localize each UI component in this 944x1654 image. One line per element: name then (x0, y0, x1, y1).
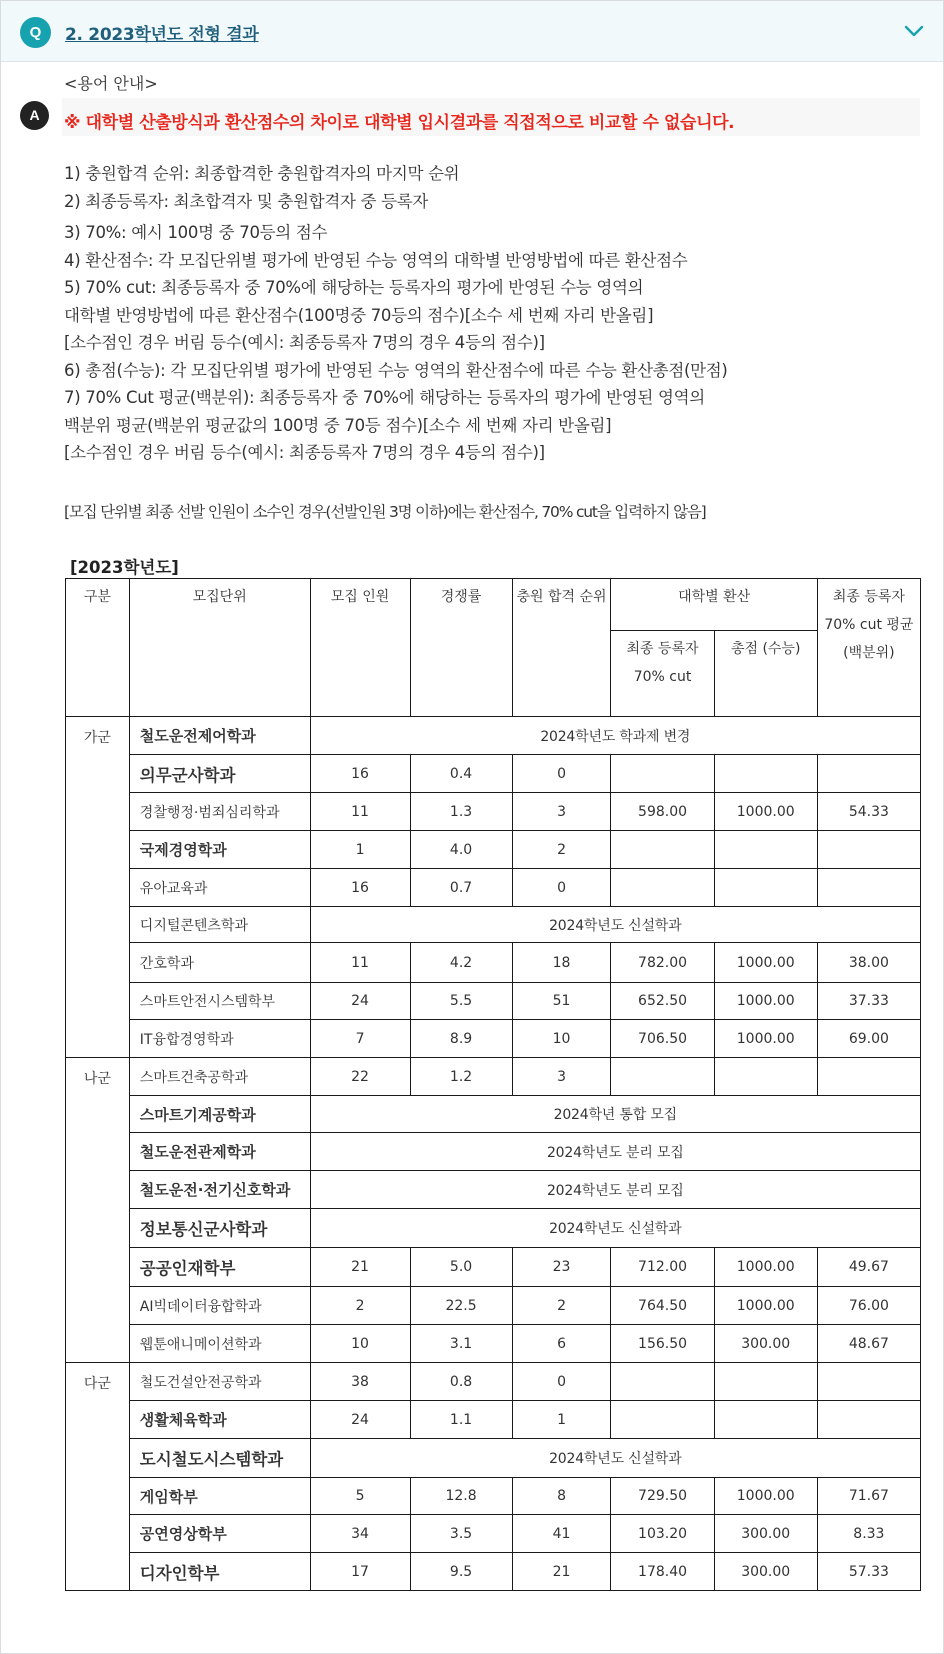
cell-waitlist: 41 (512, 1515, 611, 1553)
header-unit: 모집단위 (129, 579, 310, 717)
cell-total: 300.00 (714, 1553, 817, 1591)
cell-cut70 (611, 1401, 714, 1439)
cell-total: 300.00 (714, 1515, 817, 1553)
cell-competition: 12.8 (410, 1478, 512, 1515)
table-row (66, 755, 921, 793)
unit-name: IT융합경영학과 (129, 1020, 310, 1058)
cell-waitlist: 23 (512, 1248, 611, 1287)
unit-name: 철도운전관제학과 (129, 1133, 310, 1171)
header-competition: 경쟁률 (410, 579, 512, 717)
unit-name: 스마트건축공학과 (129, 1058, 310, 1096)
unit-name: 철도건설안전공학과 (129, 1363, 310, 1401)
cell-competition: 9.5 (410, 1553, 512, 1591)
cell-total: 1000.00 (714, 1478, 817, 1515)
term-heading: <용어 안내> (64, 74, 158, 93)
definition-line: [소수점인 경우 버림 등수(예시: 최종등록자 7명의 경우 4등의 점수)] (64, 333, 545, 352)
table-row (66, 1248, 921, 1287)
unit-name: 공공인재학부 (129, 1248, 310, 1287)
cell-waitlist: 51 (512, 983, 611, 1020)
definition-line: 백분위 평균(백분위 평균값의 100명 중 70등 점수)[소수 세 번째 자리 반올림] (64, 415, 612, 435)
cell-competition: 1.2 (410, 1058, 512, 1096)
header-waitlist: 충원 합격 순위 (512, 579, 611, 717)
definitions-list (64, 160, 924, 467)
header-group: 구분 (66, 579, 130, 717)
cell-competition: 22.5 (410, 1287, 512, 1325)
table-row (66, 1553, 921, 1591)
cell-pct: 54.33 (817, 793, 920, 831)
cell-waitlist: 2 (512, 831, 611, 869)
definition-line: 5) 70% cut: 최종등록자 중 70%에 해당하는 등록자의 평가에 반영된 수능 영역의 (64, 278, 644, 297)
cell-cut70: 706.50 (611, 1020, 714, 1058)
definition-line: [소수점인 경우 버림 등수(예시: 최종등록자 7명의 경우 4등의 점수)] (64, 443, 545, 462)
cell-total (714, 831, 817, 869)
cell-quota: 21 (310, 1248, 410, 1287)
cell-quota: 34 (310, 1515, 410, 1553)
cell-pct (817, 1058, 920, 1096)
unit-name: 스마트기계공학과 (129, 1096, 310, 1133)
cell-waitlist: 2 (512, 1287, 611, 1325)
results-table (65, 578, 921, 1591)
cell-pct: 48.67 (817, 1325, 920, 1363)
cell-cut70: 103.20 (611, 1515, 714, 1553)
table-row (66, 943, 921, 983)
cell-cut70: 156.50 (611, 1325, 714, 1363)
cell-cut70 (611, 1058, 714, 1096)
cell-pct (817, 831, 920, 869)
definition-line: 3) 70%: 예시 100명 중 70등의 점수 (64, 223, 328, 242)
cell-pct: 37.33 (817, 983, 920, 1020)
cell-competition: 3.5 (410, 1515, 512, 1553)
cell-cut70 (611, 831, 714, 869)
table-row (66, 831, 921, 869)
cell-quota: 22 (310, 1058, 410, 1096)
cell-waitlist: 0 (512, 869, 611, 907)
cell-quota: 17 (310, 1553, 410, 1591)
cell-waitlist: 8 (512, 1478, 611, 1515)
row-note: 2024학년도 분리 모집 (310, 1133, 920, 1171)
table-row (66, 793, 921, 831)
table-row (66, 1096, 921, 1133)
cell-quota: 38 (310, 1363, 410, 1401)
unit-name: 의무군사학과 (129, 755, 310, 793)
table-row (66, 1209, 921, 1248)
cell-waitlist: 10 (512, 1020, 611, 1058)
cell-total: 1000.00 (714, 1287, 817, 1325)
cell-quota: 16 (310, 755, 410, 793)
cell-quota: 10 (310, 1325, 410, 1363)
unit-name: 간호학과 (129, 943, 310, 983)
input-note: [모집 단위별 최종 선발 인원이 소수인 경우(선발인원 3명 이하)에는 환산점수, 70% cut을 입력하지 않음] (64, 503, 706, 521)
cell-quota: 16 (310, 869, 410, 907)
cell-waitlist: 1 (512, 1401, 611, 1439)
cell-competition: 0.7 (410, 869, 512, 907)
cell-pct (817, 869, 920, 907)
cell-competition: 5.5 (410, 983, 512, 1020)
cell-quota: 11 (310, 943, 410, 983)
question-header[interactable] (1, 1, 943, 62)
cell-competition: 8.9 (410, 1020, 512, 1058)
cell-waitlist: 3 (512, 793, 611, 831)
definition-line: 대학별 반영방법에 따른 환산점수(100명중 70등의 점수)[소수 세 번째 자리 반올림] (64, 305, 654, 325)
cell-pct (817, 755, 920, 793)
cell-quota: 24 (310, 983, 410, 1020)
cell-cut70: 178.40 (611, 1553, 714, 1591)
cell-cut70: 712.00 (611, 1248, 714, 1287)
table-row (66, 1058, 921, 1096)
unit-name: 디자인학부 (129, 1553, 310, 1591)
definition-line: 7) 70% Cut 평균(백분위): 최종등록자 중 70%에 해당하는 등록자의 평가에 반영된 영역의 (64, 388, 705, 407)
cell-competition: 5.0 (410, 1248, 512, 1287)
cell-cut70 (611, 869, 714, 907)
cell-total: 1000.00 (714, 1020, 817, 1058)
cell-total: 300.00 (714, 1325, 817, 1363)
unit-name: 철도운전·전기신호학과 (129, 1171, 310, 1209)
cell-total (714, 1363, 817, 1401)
unit-name: 생활체육학과 (129, 1401, 310, 1439)
cell-quota: 1 (310, 831, 410, 869)
chevron-down-icon[interactable] (903, 21, 925, 41)
row-note: 2024학년도 신설학과 (310, 907, 920, 943)
cell-pct: 76.00 (817, 1287, 920, 1325)
cell-cut70 (611, 755, 714, 793)
cell-pct: 8.33 (817, 1515, 920, 1553)
table-row (66, 1325, 921, 1363)
cell-pct: 69.00 (817, 1020, 920, 1058)
cell-pct: 71.67 (817, 1478, 920, 1515)
cell-quota: 24 (310, 1401, 410, 1439)
cell-waitlist: 6 (512, 1325, 611, 1363)
table-row (66, 869, 921, 907)
question-badge: Q (20, 17, 51, 48)
cell-competition: 1.1 (410, 1401, 512, 1439)
cell-total (714, 755, 817, 793)
table-row (66, 1363, 921, 1401)
cell-competition: 3.1 (410, 1325, 512, 1363)
group-label: 가군 (66, 717, 130, 1058)
table-row (66, 1439, 921, 1478)
cell-competition: 4.0 (410, 831, 512, 869)
cell-total (714, 869, 817, 907)
cell-pct: 49.67 (817, 1248, 920, 1287)
table-row (66, 1401, 921, 1439)
definition-line: 6) 총점(수능): 각 모집단위별 평가에 반영된 수능 영역의 환산점수에 따른 수능 환산총점(만점) (64, 360, 728, 380)
row-note: 2024학년도 신설학과 (310, 1209, 920, 1248)
unit-name: 스마트안전시스템학부 (129, 983, 310, 1020)
cell-waitlist: 3 (512, 1058, 611, 1096)
definition-line: 4) 환산점수: 각 모집단위별 평가에 반영된 수능 영역의 대학별 반영방법에 따른 환산점수 (64, 250, 688, 270)
cell-competition: 1.3 (410, 793, 512, 831)
unit-name: 국제경영학과 (129, 831, 310, 869)
cell-total: 1000.00 (714, 983, 817, 1020)
unit-name: 게임학부 (129, 1478, 310, 1515)
cell-total (714, 1058, 817, 1096)
cell-competition: 4.2 (410, 943, 512, 983)
answer-badge: A (20, 101, 49, 130)
cell-cut70: 729.50 (611, 1478, 714, 1515)
row-note: 2024학년도 분리 모집 (310, 1171, 920, 1209)
cell-total: 1000.00 (714, 1248, 817, 1287)
cell-cut70: 764.50 (611, 1287, 714, 1325)
table-row (66, 1287, 921, 1325)
definition-line: 1) 충원합격 순위: 최종합격한 충원합격자의 마지막 순위 (64, 164, 460, 183)
group-label: 나군 (66, 1058, 130, 1363)
cell-pct: 38.00 (817, 943, 920, 983)
cell-pct (817, 1401, 920, 1439)
cell-total: 1000.00 (714, 793, 817, 831)
table-year-title: [2023학년도] (70, 558, 179, 577)
unit-name: 경찰행정·범죄심리학과 (129, 793, 310, 831)
cell-waitlist: 21 (512, 1553, 611, 1591)
unit-name: 공연영상학부 (129, 1515, 310, 1553)
row-note: 2024학년도 신설학과 (310, 1439, 920, 1478)
cell-total: 1000.00 (714, 943, 817, 983)
cell-pct (817, 1363, 920, 1401)
warning-text: ※ 대학별 산출방식과 환산점수의 차이로 대학별 입시결과를 직접적으로 비교할 수 없습니다. (64, 113, 735, 133)
unit-name: 철도운전제어학과 (129, 717, 310, 755)
cell-quota: 5 (310, 1478, 410, 1515)
cell-cut70: 782.00 (611, 943, 714, 983)
cell-quota: 2 (310, 1287, 410, 1325)
question-title[interactable]: 2. 2023학년도 전형 결과 (65, 25, 259, 45)
unit-name: 디지털콘텐츠학과 (129, 907, 310, 943)
header-total: 총점 (수능) (714, 631, 817, 717)
unit-name: 웹툰애니메이션학과 (129, 1325, 310, 1363)
cell-cut70: 652.50 (611, 983, 714, 1020)
unit-name: AI빅데이터융합학과 (129, 1287, 310, 1325)
cell-cut70 (611, 1363, 714, 1401)
cell-competition: 0.4 (410, 755, 512, 793)
unit-name: 유아교육과 (129, 869, 310, 907)
table-row (66, 1515, 921, 1553)
table-row (66, 1478, 921, 1515)
cell-competition: 0.8 (410, 1363, 512, 1401)
header-cut70: 최종 등록자 70% cut (611, 631, 714, 717)
cell-total (714, 1401, 817, 1439)
unit-name: 정보통신군사학과 (129, 1209, 310, 1248)
table-row (66, 717, 921, 755)
header-conversion: 대학별 환산 (611, 579, 817, 631)
cell-waitlist: 0 (512, 1363, 611, 1401)
cell-quota: 7 (310, 1020, 410, 1058)
definition-line: 2) 최종등록자: 최초합격자 및 충원합격자 중 등록자 (64, 191, 429, 211)
row-note: 2024학년 통합 모집 (310, 1096, 920, 1133)
results-table-body (66, 717, 921, 1591)
cell-quota: 11 (310, 793, 410, 831)
row-note: 2024학년도 학과제 변경 (310, 717, 920, 755)
cell-cut70: 598.00 (611, 793, 714, 831)
table-row (66, 1020, 921, 1058)
cell-waitlist: 0 (512, 755, 611, 793)
group-label: 다군 (66, 1363, 130, 1591)
header-pct: 최종 등록자 70% cut 평균 (백분위) (817, 579, 920, 717)
cell-waitlist: 18 (512, 943, 611, 983)
table-row (66, 907, 921, 943)
table-row (66, 1171, 921, 1209)
header-quota: 모집 인원 (310, 579, 410, 717)
unit-name: 도시철도시스템학과 (129, 1439, 310, 1478)
cell-pct: 57.33 (817, 1553, 920, 1591)
table-row (66, 1133, 921, 1171)
table-row (66, 983, 921, 1020)
